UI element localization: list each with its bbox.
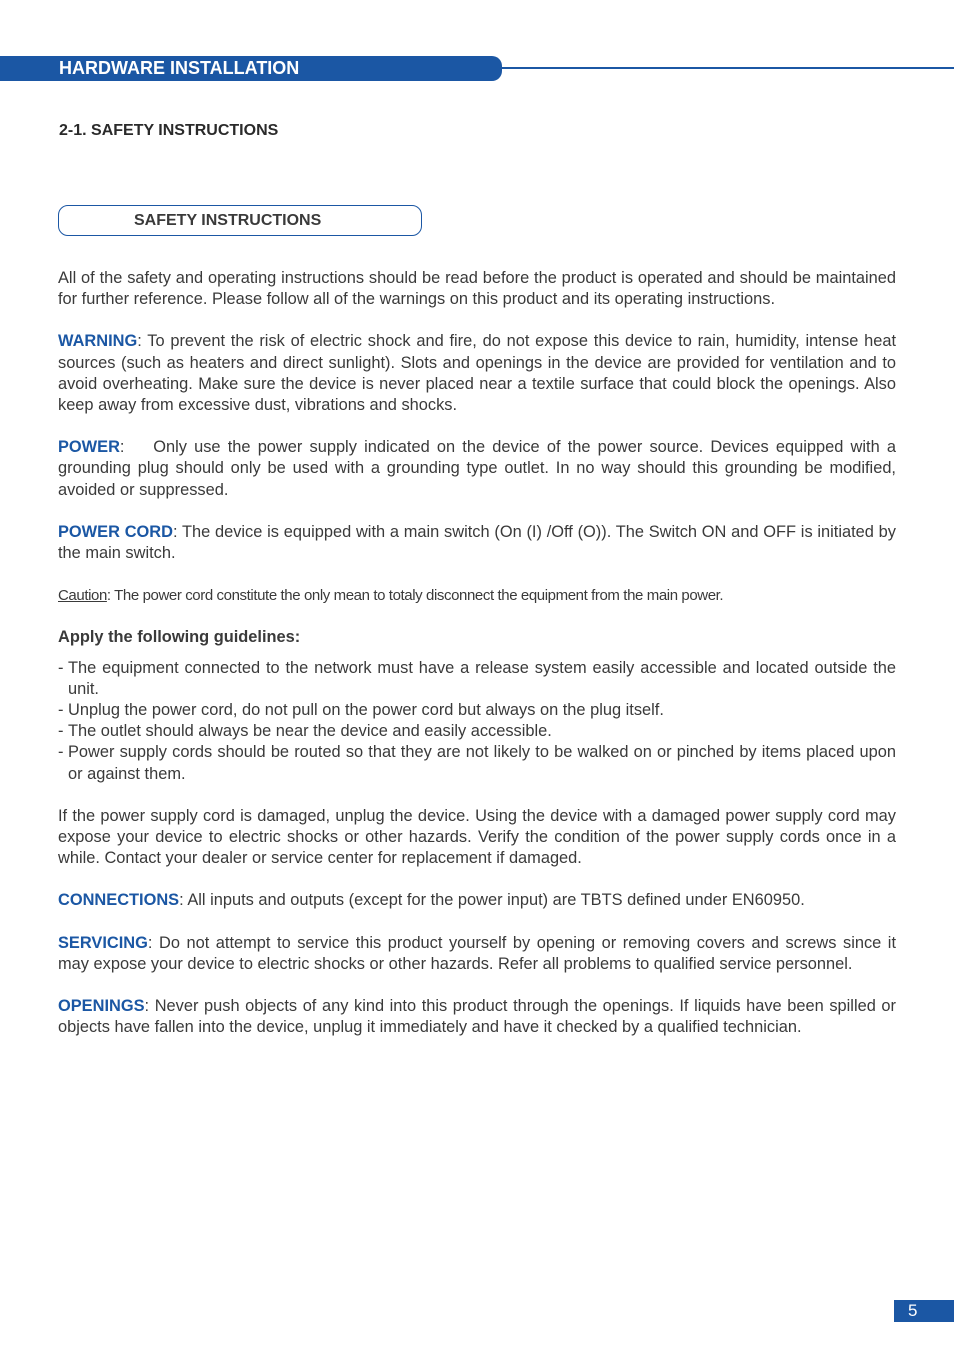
- warning-label: WARNING: [58, 332, 138, 351]
- openings-label: OPENINGS: [58, 997, 145, 1016]
- power-cord-paragraph: [58, 522, 896, 564]
- caution-label: Caution: [58, 587, 107, 605]
- guideline-text: The outlet should always be near the device and easily accessible.: [68, 722, 552, 741]
- connections-text: : All inputs and outputs (except for the power input) are TBTS defined under EN60950.: [179, 891, 805, 910]
- guideline-text: The equipment connected to the network must have a release system easily accessible and located outside the unit.: [68, 658, 896, 698]
- warning-text: : To prevent the risk of electric shock and fire, do not expose this device to rain, humidity, intense heat sources (such as heaters and direct sunlight). Slots and openings in the device are provided for ventilation and to avoid overheating. Make sure the device is never placed near a textile surface that could block the openings. Also keep away from excessive dust, vibrations and shocks.: [58, 332, 896, 415]
- damaged-cord-paragraph: If the power supply cord is damaged, unplug the device. Using the device with a damaged power supply cord may expose your device to electric shocks or other hazards. Verify the condition of the power supply cords once in a while. Contact your dealer or service center for replacement if damaged.: [58, 806, 896, 868]
- list-item: - The equipment connected to the network must have a release system easily accessible and located outside the unit.: [58, 658, 896, 698]
- box-title: SAFETY INSTRUCTIONS: [134, 212, 322, 229]
- caution-text: : The power cord constitute the only mean to totaly disconnect the equipment from the main power.: [106, 587, 724, 605]
- servicing-paragraph: [58, 933, 896, 975]
- guideline-text: Unplug the power cord, do not pull on the power cord but always on the plug itself.: [68, 701, 664, 720]
- servicing-label: SERVICING: [58, 933, 148, 952]
- list-item: - The outlet should always be near the device and easily accessible.: [58, 722, 552, 741]
- connections-paragraph: [58, 890, 896, 911]
- header-title: HARDWARE INSTALLATION: [59, 58, 300, 78]
- warning-paragraph: [58, 331, 896, 416]
- header-rule: [500, 67, 954, 69]
- guidelines-title: Apply the following guidelines:: [58, 628, 301, 647]
- power-cord-text: : The device is equipped with a main switch (On (I) /Off (O)). The Switch ON and OFF is initiated by the main switch.: [58, 522, 896, 563]
- openings-text: : Never push objects of any kind into this product through the openings. If liquids have been spilled or objects have fallen into the device, unplug it immediately and have it checked by a qualified technician.: [58, 997, 896, 1037]
- list-item: - Unplug the power cord, do not pull on the power cord but always on the plug itself.: [58, 701, 664, 720]
- power-text: : Only use the power supply indicated on the device of the power source. Devices equipped with a grounding plug should only be used with a grounding type outlet. In no way should this grounding be modified, avoided or suppressed.: [58, 438, 896, 499]
- openings-paragraph: [58, 996, 896, 1038]
- list-item: - Power supply cords should be routed so that they are not likely to be walked on or pinched by items placed upon or against them.: [58, 743, 896, 783]
- caution-paragraph: [58, 585, 896, 606]
- guidelines-list: [58, 658, 896, 785]
- power-paragraph: [58, 437, 896, 501]
- section-title: 2-1. SAFETY INSTRUCTIONS: [59, 122, 279, 139]
- content-body: [58, 268, 896, 1038]
- power-cord-label: POWER CORD: [58, 522, 173, 541]
- power-label: POWER: [58, 438, 120, 457]
- connections-label: CONNECTIONS: [58, 891, 180, 910]
- page-number: 5: [894, 1300, 954, 1322]
- guideline-text: Power supply cords should be routed so that they are not likely to be walked on or pinched by items placed upon or against them.: [68, 743, 896, 783]
- servicing-text: : Do not attempt to service this product yourself by opening or removing covers and screws since it may expose your device to electric shocks or other hazards. Refer all problems to qualified service personnel.: [58, 933, 896, 973]
- intro-paragraph: All of the safety and operating instructions should be read before the product is operated and should be maintained for further reference. Please follow all of the warnings on this product and its operating instructions.: [58, 269, 896, 309]
